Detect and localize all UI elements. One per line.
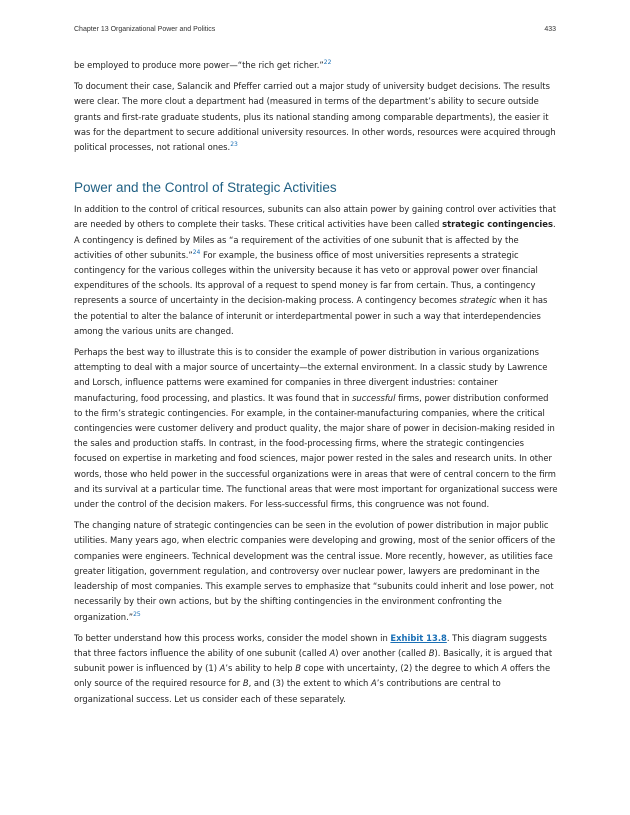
paragraph-text: be employed to produce more power—“the rich get richer.” xyxy=(74,60,324,70)
footnote-ref-24[interactable]: 24 xyxy=(192,248,201,256)
paragraph-text: In addition to the control of critical resources, subunits can also attain power by gaining control over activities that are needed by others to complete their tasks. These critical activities have been called xyxy=(74,204,557,230)
chapter-title: Chapter 13 Organizational Power and Politics xyxy=(74,26,216,33)
paragraph-text: , and (3) the extent to which xyxy=(248,678,372,689)
running-header xyxy=(74,26,556,38)
paragraph-text: For example, the business office of most universities represents a strategic contingency for the various colleges within the university because it has veto or approval power over financial expenditures of the schools. Its approval of a request to spend money is far from certain. Thus, a contingency represents a source of uncertainty in the decision-making process. A contingency becomes xyxy=(74,249,538,306)
paragraph-text: . This diagram suggests that three factors influence the ability of one subunit (called xyxy=(74,632,547,658)
paragraph-text: cope with uncertainty, (2) the degree to which xyxy=(301,663,502,674)
exhibit-link[interactable]: Exhibit 13.8 xyxy=(390,632,447,643)
emphasis-text: A xyxy=(371,678,377,689)
paragraph-text: The changing nature of strategic contingencies can be seen in the evolution of power distribution in major public utilities. Many years ago, when electric companies were developing and growing, most of the senior officers of the companies were engineers. Technical development was the central issue. More recently, however, as utilities face greater litigation, government regulation, and controversy over nuclear power, lawyers are predominant in the leadership of most companies. This example serves to emphasize that “subunits could inherit and lose power, not necessarily by their own actions, but by the shifting contingencies in the environment confronting the organization.” xyxy=(74,520,556,622)
footnote-ref-23[interactable]: 23 xyxy=(230,141,238,149)
footnote-ref-25[interactable]: 25 xyxy=(133,610,141,618)
paragraph-2 xyxy=(74,79,558,155)
paragraph-text: ). Basically, it is argued that subunit power is influenced by (1) xyxy=(74,647,553,674)
paragraph-text: ) over another (called xyxy=(335,647,429,658)
emphasis-text: B xyxy=(242,678,249,689)
paragraph-text: firms, power distribution conformed to the firm’s strategic contingencies. For example, in the container-manufacturing companies, where the critical contingencies were customer delivery and product quality, the major share of power in decision-making resided in the sales and production staffs. In contrast, in the food-processing firms, where the strategic contingencies focused on expertise in marketing and food sciences, major power rested in the sales and research units. In other words, those who held power in the successful organizations were in areas that were of central concern to the firm and its survival at a particular time. The functional areas that were most important for organizational success were under the control of the decision makers. For less-successful firms, this congruence was not found. xyxy=(74,392,558,510)
emphasis-text: successful xyxy=(352,392,396,403)
paragraph-4 xyxy=(74,345,558,512)
paragraph-text: Perhaps the best way to illustrate this is to consider the example of power distribution in various organizations attempting to deal with a major source of uncertainty—the external environment. In a classic study by Lawrence and Lorsch, influence patterns were examined for companies in three divergent industries: container manufacturing, food processing, and plastics. It was found that in xyxy=(74,347,548,403)
paragraph-1 xyxy=(74,58,558,73)
emphasis-text: A xyxy=(329,647,336,658)
emphasis-text: B xyxy=(428,647,435,658)
paragraph-text: ’s ability to help xyxy=(225,663,296,674)
paragraph-6 xyxy=(74,631,558,707)
section-heading: Power and the Control of Strategic Activities xyxy=(74,180,337,196)
body-content xyxy=(74,58,558,713)
paragraph-text: To better understand how this process works, consider the model shown in xyxy=(74,632,391,643)
paragraph-text: ’s contributions are central to organizational success. Let us consider each of these separately. xyxy=(74,678,501,704)
emphasis-text: A xyxy=(501,663,508,674)
emphasis-text: B xyxy=(295,663,301,674)
paragraph-5 xyxy=(74,518,558,624)
page-number: 433 xyxy=(544,26,556,33)
paragraph-3 xyxy=(74,202,558,339)
key-term: strategic contingencies xyxy=(442,219,553,230)
paragraph-text: offers the only source of the required resource for xyxy=(74,663,551,689)
emphasis-text: strategic xyxy=(459,295,497,306)
emphasis-text: A xyxy=(219,663,226,674)
paragraph-text: when it has the potential to alter the balance of interunit or interdepartmental power in such a way that interdependencies among the various units are changed. xyxy=(74,295,548,336)
paragraph-text: To document their case, Salancik and Pfeffer carried out a major study of university budget decisions. The results were clear. The more clout a department had (measured in terms of the department’s ability to secure outside grants and first-rate graduate students, plus its national standing among comparable departments), the easier it was for the department to secure additional university resources. In other words, resources were acquired through political processes, not rational ones. xyxy=(74,81,556,153)
paragraph-text: . A contingency is defined by Miles as “a requirement of the activities of one subunit that is affected by the activities of other subunits.” xyxy=(74,219,556,260)
footnote-ref-22[interactable]: 22 xyxy=(323,59,332,66)
